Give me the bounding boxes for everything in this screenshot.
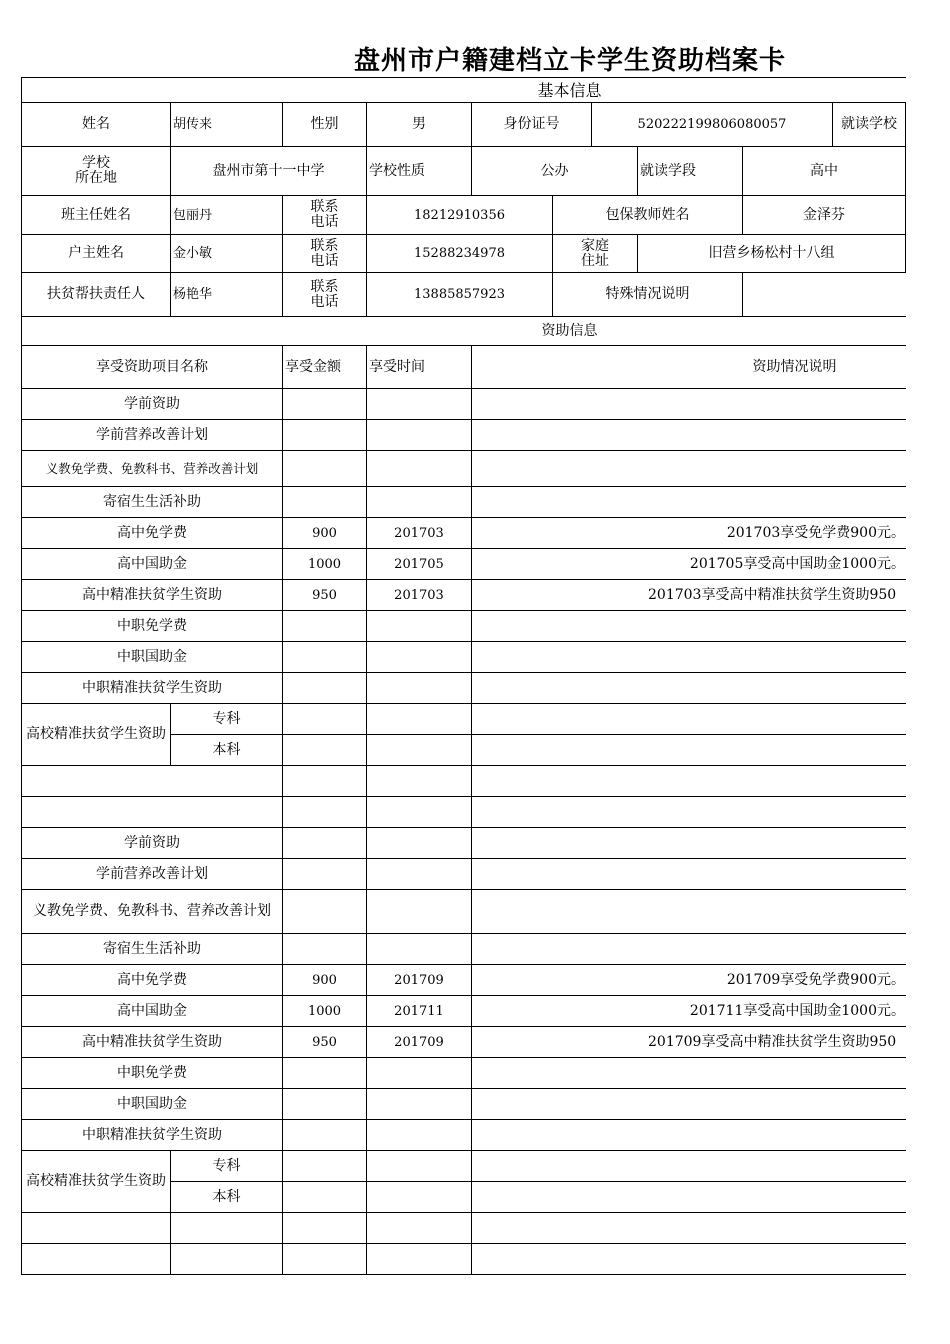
header-time: 享受时间 — [369, 358, 425, 375]
teacher-label: 班主任姓名 — [61, 206, 131, 223]
contact-label-line1: 联系 — [310, 278, 339, 295]
contact-label-line2: 电话 — [310, 252, 339, 269]
item-hs-grant: 高中国助金 — [117, 555, 187, 572]
item-hs-poverty: 高中精准扶贫学生资助 — [82, 1033, 222, 1050]
item-vs-poverty: 中职精准扶贫学生资助 — [82, 679, 222, 696]
item-vs-free: 中职免学费 — [117, 617, 187, 634]
householder-phone-value: 15288234978 — [414, 246, 505, 261]
stage-label: 就读学段 — [640, 162, 696, 179]
item-vs-grant: 中职国助金 — [117, 648, 187, 665]
grid-line — [21, 1212, 906, 1213]
item-preschool: 学前资助 — [124, 834, 180, 851]
item-vs-poverty: 中职精准扶贫学生资助 — [82, 1126, 222, 1143]
item-vs-grant: 中职国助金 — [117, 1095, 187, 1112]
hs-grant-amount: 1000 — [307, 1003, 342, 1019]
stage-value: 高中 — [810, 162, 838, 179]
grid-line — [471, 345, 472, 1275]
item-compulsory: 义教免学费、免教科书、营养改善计划 — [33, 903, 271, 919]
contact-label-line1: 联系 — [310, 237, 339, 254]
address-value: 旧营乡杨松村十八组 — [708, 245, 835, 261]
hs-free-time: 201703 — [394, 525, 444, 541]
school-label: 就读学校 — [841, 116, 897, 132]
hs-free-desc: 201709享受免学费900元。 — [726, 971, 905, 988]
item-boarding: 寄宿生生活补助 — [103, 940, 201, 957]
name-label: 姓名 — [82, 116, 110, 132]
teacher-value: 包丽丹 — [173, 207, 213, 223]
gender-label: 性别 — [310, 116, 339, 132]
gender-value: 男 — [412, 116, 426, 132]
school-location-label-line2: 所在地 — [75, 170, 117, 186]
item-college: 高校精准扶贫学生资助 — [26, 1173, 166, 1189]
item-college-junior: 专科 — [212, 1157, 241, 1174]
item-college-undergrad: 本科 — [212, 741, 241, 758]
grid-line — [21, 796, 906, 797]
helper-phone-label — [283, 273, 366, 316]
helper-phone-value: 13885857923 — [414, 287, 505, 302]
mentor-value: 金泽芬 — [803, 206, 845, 223]
special-label: 特殊情况说明 — [605, 286, 690, 302]
helper-label: 扶贫帮扶责任人 — [47, 286, 145, 302]
header-item: 享受资助项目名称 — [96, 358, 208, 375]
item-preschool-nutrition: 学前营养改善计划 — [96, 426, 208, 443]
hs-grant-amount: 1000 — [307, 556, 342, 572]
hs-grant-time: 201705 — [394, 556, 444, 572]
item-college-junior: 专科 — [212, 710, 241, 727]
address-label-line2: 住址 — [581, 252, 609, 269]
address-label — [553, 235, 637, 272]
mentor-label: 包保教师姓名 — [605, 206, 690, 223]
header-desc: 资助情况说明 — [752, 358, 837, 375]
grid-line — [366, 345, 367, 1275]
id-label: 身份证号 — [503, 116, 560, 132]
school-location-label — [22, 147, 170, 195]
id-value: 520222199806080057 — [637, 117, 787, 132]
header-amount: 享受金额 — [285, 358, 341, 375]
basic-info-section-title: 基本信息 — [537, 80, 602, 100]
item-hs-free: 高中免学费 — [117, 971, 187, 988]
householder-label: 户主姓名 — [68, 245, 124, 261]
address-label-line1: 家庭 — [581, 237, 609, 254]
hs-poverty-desc: 201709享受高中精准扶贫学生资助950 — [648, 1033, 897, 1050]
householder-value: 金小敏 — [173, 246, 213, 261]
hs-free-amount: 900 — [312, 525, 337, 541]
item-preschool-nutrition: 学前营养改善计划 — [96, 865, 208, 882]
item-boarding: 寄宿生生活补助 — [103, 493, 201, 510]
grid-line — [905, 102, 906, 272]
hs-grant-desc: 201705享受高中国助金1000元。 — [689, 555, 905, 572]
helper-value: 杨艳华 — [173, 287, 213, 302]
grid-line — [21, 1243, 906, 1244]
householder-phone-label — [283, 235, 366, 272]
grid-line — [282, 703, 283, 827]
hs-poverty-time: 201703 — [394, 587, 444, 603]
contact-label-line2: 电话 — [310, 293, 339, 310]
teacher-phone-label — [283, 196, 366, 234]
item-preschool: 学前资助 — [124, 395, 180, 412]
hs-free-amount: 900 — [312, 972, 337, 988]
item-college: 高校精准扶贫学生资助 — [26, 726, 166, 742]
item-compulsory: 义教免学费、免教科书、营养改善计划 — [45, 461, 259, 476]
item-college-undergrad: 本科 — [212, 1188, 241, 1205]
contact-label-line1: 联系 — [310, 199, 339, 215]
page-title: 盘州市户籍建档立卡学生资助档案卡 — [353, 46, 786, 76]
school-location-label-line1: 学校 — [82, 155, 110, 171]
grid-line — [21, 765, 906, 766]
school-nature-value: 公办 — [540, 162, 569, 179]
special-value — [743, 273, 905, 316]
item-vs-free: 中职免学费 — [117, 1064, 187, 1081]
hs-free-desc: 201703享受免学费900元。 — [726, 524, 905, 541]
hs-poverty-time: 201709 — [394, 1034, 444, 1050]
hs-grant-time: 201711 — [394, 1003, 444, 1019]
school-nature-label: 学校性质 — [369, 162, 425, 179]
item-hs-grant: 高中国助金 — [117, 1002, 187, 1019]
grid-line — [21, 1274, 906, 1275]
item-hs-poverty: 高中精准扶贫学生资助 — [82, 586, 222, 603]
hs-poverty-amount: 950 — [312, 587, 337, 603]
hs-poverty-amount: 950 — [312, 1034, 337, 1050]
hs-grant-desc: 201711享受高中国助金1000元。 — [689, 1002, 905, 1019]
contact-label-line2: 电话 — [310, 214, 339, 230]
hs-poverty-desc: 201703享受高中精准扶贫学生资助950 — [648, 586, 897, 603]
hs-free-time: 201709 — [394, 972, 444, 988]
item-hs-free: 高中免学费 — [117, 524, 187, 541]
teacher-phone-value: 18212910356 — [414, 207, 505, 223]
name-value: 胡传来 — [173, 117, 213, 132]
aid-info-section-title: 资助信息 — [541, 322, 598, 339]
school-location-value: 盘州市第十一中学 — [212, 162, 325, 179]
